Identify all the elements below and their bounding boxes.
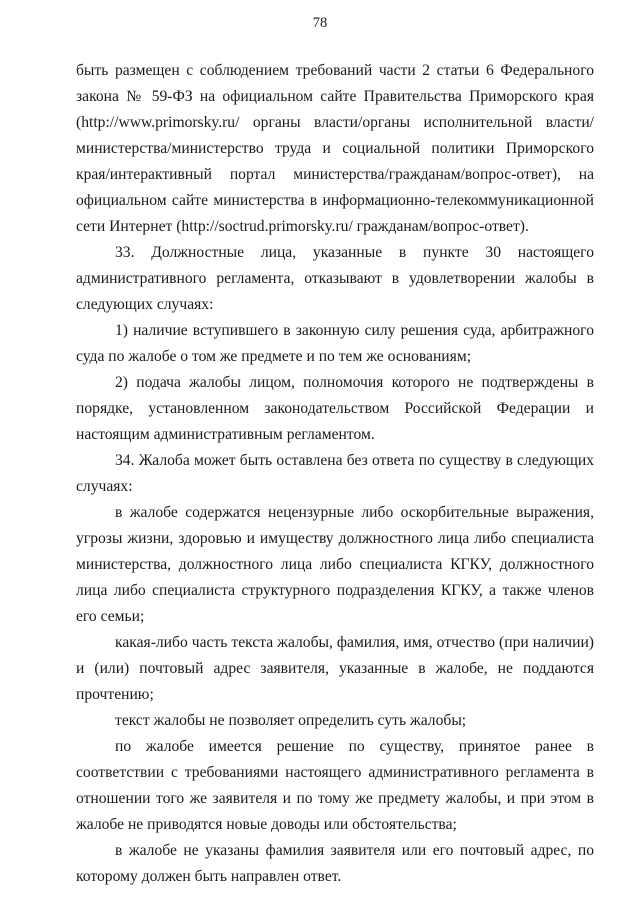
paragraph-item-33-2: 2) подача жалобы лицом, полномочия которого не подтверждены в порядке, установленном законодательством Российской Федерации и настоящим административным регламентом. (76, 374, 594, 443)
paragraph-item-33-1: 1) наличие вступившего в законную силу решения суда, арбитражного суда по жалобе о том же предмете и по тем же основаниям; (76, 322, 594, 365)
paragraph-item-34: 34. Жалоба может быть оставлена без ответа по существу в следующих случаях: (76, 452, 594, 495)
paragraph-item-34-case-1: в жалобе содержатся нецензурные либо оскорбительные выражения, угрозы жизни, здоровью и имуществу должностного лица либо специалиста министерства, должностного лица либо специалиста КГКУ, должностного лица либо специалиста структурного подразделения КГКУ, а также членов его семьи; (76, 504, 594, 625)
paragraph-item-34-case-4: по жалобе имеется решение по существу, принятое ранее в соответствии с требованиями настоящего административного регламента в отношении того же заявителя и по тому же предмету жалобы, и при этом в жалобе не приводятся новые доводы или обстоятельства; (76, 738, 594, 833)
paragraph-item-33: 33. Должностные лица, указанные в пункте 30 настоящего административного регламента, отказывают в удовлетворении жалобы в следующих случаях: (76, 244, 594, 313)
paragraph-item-34-case-2: какая-либо часть текста жалобы, фамилия, имя, отчество (при наличии) и (или) почтовый адрес заявителя, указанные в жалобе, не поддаются прочтению; (76, 634, 594, 703)
page-number: 78 (312, 15, 328, 31)
paragraph-item-34-case-3: текст жалобы не позволяет определить суть жалобы; (115, 712, 467, 729)
paragraph-continuation: быть размещен с соблюдением требований части 2 статьи 6 Федерального закона № 59-ФЗ на официальном сайте Правительства Приморского края (http://www.primorsky.ru/ органы власти/органы исполнительной власти/министерства/министерство труда и социальной политики Приморского края/интерактивный портал министерства/гражданам/вопрос-ответ), на официальном сайте министерства в информационно-телекоммуникационной сети Интернет (http://soctrud.primorsky.ru/ гражданам/вопрос-ответ). (76, 62, 594, 235)
paragraph-item-34-case-5: в жалобе не указаны фамилия заявителя или его почтовый адрес, по которому должен быть направлен ответ. (76, 842, 594, 885)
document-body (76, 58, 594, 890)
